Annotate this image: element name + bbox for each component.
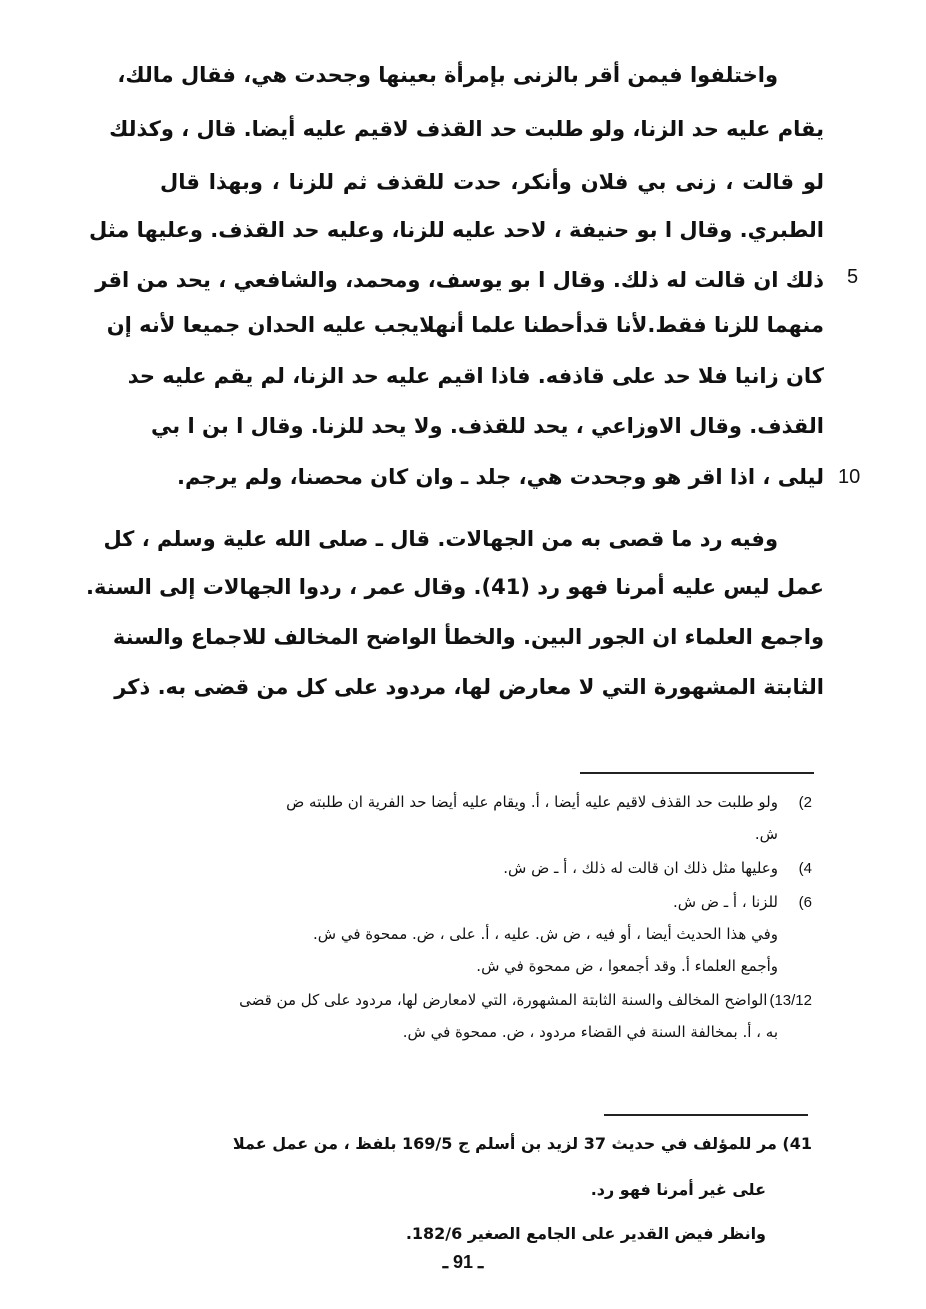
- body-line-11: عمل ليس عليه أمرنا فهو رد (41). وقال عمر ، ردوا الجهالات إلى السنة.: [86, 575, 824, 599]
- reference-separator: [604, 1114, 808, 1116]
- footnote-text: ولو طلبت حد القذف لاقيم عليه أيضا ، أ. ويقام عليه أيضا حد الفرية ان طلبته ض: [286, 793, 778, 811]
- body-line-8: القذف. وقال الاوزاعي ، يحد للقذف. ولا يحد للزنا. وقال ا بن ا بي: [151, 414, 824, 438]
- body-line-3: لو قالت ، زنى بي فلان وأنكر، حدت للقذف ثم للزنا ، وبهذا قال: [160, 170, 824, 194]
- footnote-number: 13/12): [769, 992, 812, 1009]
- body-line-13: الثابتة المشهورة التي لا معارض لها، مردود على كل من قضى به. ذكر: [114, 675, 824, 699]
- body-line-12: واجمع العلماء ان الجور البين. والخطأ الواضح المخالف للاجماع والسنة: [112, 625, 824, 649]
- line-number-10: 10: [838, 466, 861, 488]
- body-line-6: منهما للزنا فقط.لأنا قدأحطنا علما أنهلايجب عليه الحدان جميعا لأنه إن: [106, 313, 824, 337]
- reference-note-see-also: وانظر فيض القدير على الجامع الصغير 182/6.: [405, 1224, 766, 1243]
- body-line-5: ذلك ان قالت له ذلك. وقال ا بو يوسف، ومحمد، والشافعي ، يحد من اقر: [95, 268, 824, 292]
- footnote-2: [160, 786, 812, 819]
- footnote-6-line-2: وفي هذا الحديث أيضا ، أو فيه ، ض ش. عليه ، أ. على ، ض. ممحوة في ش.: [312, 925, 778, 943]
- footnote-number: 4): [798, 860, 812, 877]
- footnote-4: [160, 852, 812, 885]
- footnote-separator: [580, 772, 814, 774]
- body-line-4: الطبري. وقال ا بو حنيفة ، لاحد عليه للزنا، وعليه حد القذف. وعليها مثل: [89, 218, 824, 242]
- footnote-13-12: [160, 984, 812, 1017]
- footnote-number: 2): [798, 794, 812, 811]
- footnote-number: 6): [798, 894, 812, 911]
- body-line-1: واختلفوا فيمن أقر بالزنى بإمرأة بعينها وجحدت هي، فقال مالك،: [117, 63, 778, 87]
- page-number: ـ 91 ـ: [442, 1252, 484, 1272]
- body-line-9: ليلى ، اذا اقر هو وجحدت هي، جلد ـ وان كان محصنا، ولم يرجم.: [177, 465, 824, 489]
- footnote-6-line-3: وأجمع العلماء أ. وقد أجمعوا ، ض ممحوة في ش.: [476, 957, 778, 975]
- reference-note-41-continued: على غير أمرنا فهو رد.: [590, 1180, 766, 1199]
- footnote-6: [160, 886, 812, 919]
- footnote-text: الواضح المخالف والسنة الثابتة المشهورة، التي لامعارض لها، مردود على كل من قضى: [239, 991, 768, 1009]
- footnote-text: وعليها مثل ذلك ان قالت له ذلك ، أ ـ ض ش.: [503, 859, 778, 877]
- body-line-2: يقام عليه حد الزنا، ولو طلبت حد القذف لاقيم عليه أيضا. قال ، وكذلك: [109, 117, 824, 141]
- footnote-2-continued: ش.: [754, 825, 778, 843]
- reference-note-41: 41) مر للمؤلف في حديث 37 لزيد بن أسلم ج 169/5 بلفظ ، من عمل عملا: [232, 1134, 812, 1153]
- footnote-text: للزنا ، أ ـ ض ش.: [672, 893, 778, 911]
- body-line-10: وفيه رد ما قصى به من الجهالات. قال ـ صلى الله علية وسلم ، كل: [103, 527, 778, 551]
- body-line-7: كان زانيا فلا حد على قاذفه. فاذا اقيم عليه حد الزنا، لم يقم عليه حد: [127, 364, 824, 388]
- line-number-5: 5: [847, 266, 859, 288]
- footnote-13-12-continued: به ، أ. بمخالفة السنة في القضاء مردود ، ض. ممحوة في ش.: [402, 1023, 778, 1041]
